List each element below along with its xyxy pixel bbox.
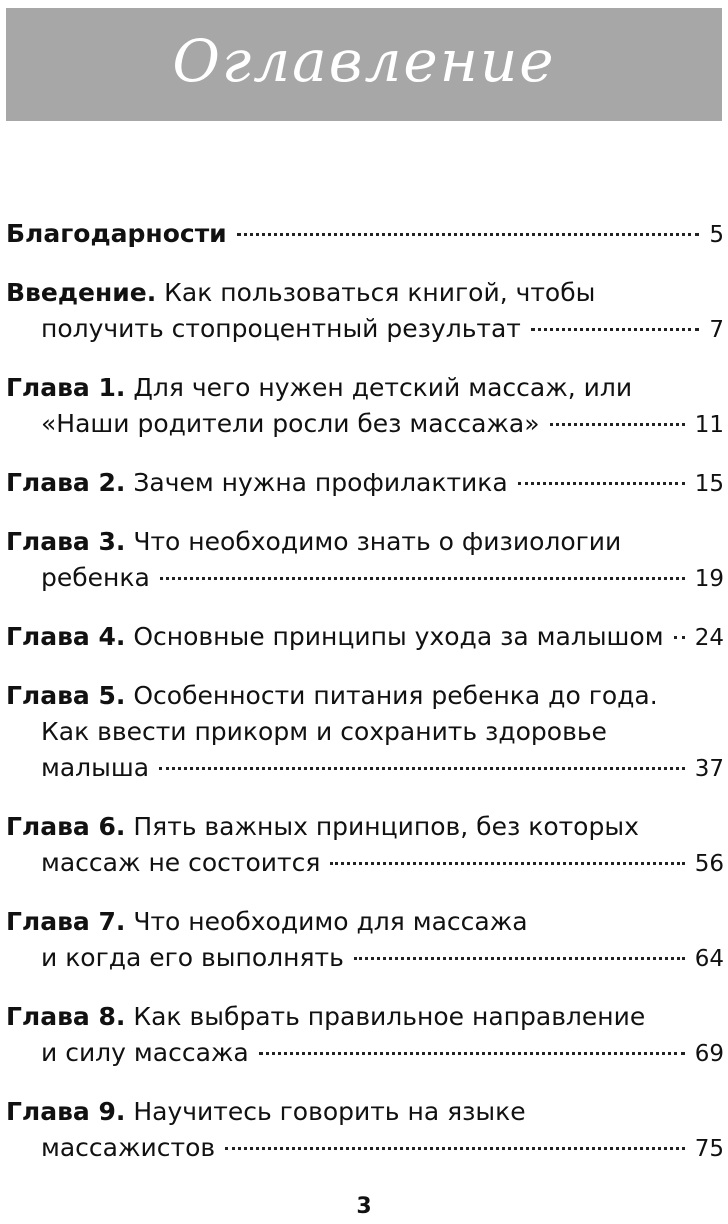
dot-leader <box>259 1052 685 1055</box>
dot-leader <box>518 482 685 485</box>
toc-entry-label: Глава 9. <box>6 1097 126 1126</box>
toc-entry-title-end: массаж не состоится <box>41 848 321 877</box>
toc-entry-page: 69 <box>694 1041 724 1067</box>
toc-entry-label: Благодарности <box>6 219 227 248</box>
toc-entry-label: Глава 5. <box>6 681 126 710</box>
toc-entry-title: Для чего нужен детский массаж, или <box>125 373 633 402</box>
toc-entry-page: 11 <box>694 412 724 438</box>
page-number: 3 <box>356 1194 372 1219</box>
toc-entry-chapter-5[interactable] <box>6 678 724 787</box>
toc-entry-label: Глава 6. <box>6 812 126 841</box>
dot-leader <box>160 577 685 580</box>
toc-entry-chapter-7[interactable] <box>6 904 724 977</box>
toc-entry-page: 56 <box>694 851 724 877</box>
toc-entry-title: Что необходимо для массажа <box>125 907 528 936</box>
dot-leader <box>531 328 699 331</box>
toc-entry-title-end: малыша <box>41 753 150 782</box>
toc-entry-title: Зачем нужна профилактика <box>125 468 508 497</box>
toc-entry-title-end: массажистов <box>41 1133 216 1162</box>
toc-entry-label: Глава 1. <box>6 373 126 402</box>
toc-entry-chapter-1[interactable] <box>6 370 724 443</box>
dot-leader <box>550 423 685 426</box>
toc-entry-label: Глава 8. <box>6 1002 126 1031</box>
toc-entry-title: Что необходимо знать о физиологии <box>125 527 622 556</box>
toc-entry-title: Пять важных принципов, без которых <box>125 812 639 841</box>
toc-entry-title: Особенности питания ребенка до года. <box>125 681 658 710</box>
toc-entry-acknowledgements[interactable] <box>6 216 724 253</box>
toc-entry-chapter-6[interactable] <box>6 809 724 882</box>
toc-title: Оглавление <box>172 26 556 95</box>
toc-entry-title: Как пользоваться книгой, чтобы <box>156 278 596 307</box>
toc-entry-title-end: ребенка <box>41 563 150 592</box>
toc-entry-page: 7 <box>709 317 724 343</box>
toc-entry-title: Научитесь говорить на языке <box>125 1097 526 1126</box>
toc-entry-title-cont: Как ввести прикорм и сохранить здоровье <box>41 717 607 746</box>
toc-entry-label: Глава 7. <box>6 907 126 936</box>
toc-entry-label: Глава 3. <box>6 527 126 556</box>
toc-entry-title-end: получить стопроцентный результат <box>41 314 521 343</box>
toc-entry-page: 5 <box>709 222 724 248</box>
toc-entry-page: 24 <box>694 625 724 651</box>
toc-entry-page: 37 <box>694 756 724 782</box>
toc-entry-introduction[interactable] <box>6 275 724 348</box>
toc-header-banner <box>6 8 722 121</box>
toc-entry-page: 64 <box>694 946 724 972</box>
toc-entry-chapter-9[interactable] <box>6 1094 724 1167</box>
dot-leader <box>225 1147 685 1150</box>
toc-entry-page: 19 <box>694 566 724 592</box>
table-of-contents <box>6 216 724 1189</box>
toc-entry-title: Основные принципы ухода за малышом <box>125 622 664 651</box>
toc-entry-title: Как выбрать правильное направление <box>125 1002 646 1031</box>
toc-entry-label: Введение. <box>6 278 157 307</box>
dot-leader <box>159 767 685 770</box>
toc-entry-title-end: и когда его выполнять <box>41 943 344 972</box>
toc-entry-title-end: и силу массажа <box>41 1038 249 1067</box>
toc-entry-chapter-3[interactable] <box>6 524 724 597</box>
dot-leader <box>354 957 685 960</box>
toc-entry-label: Глава 4. <box>6 622 126 651</box>
dot-leader <box>674 636 685 639</box>
toc-entry-page: 75 <box>694 1136 724 1162</box>
toc-entry-chapter-4[interactable] <box>6 619 724 656</box>
toc-entry-page: 15 <box>694 471 724 497</box>
toc-entry-chapter-8[interactable] <box>6 999 724 1072</box>
toc-entry-chapter-2[interactable] <box>6 465 724 502</box>
dot-leader <box>330 862 684 865</box>
toc-entry-label: Глава 2. <box>6 468 126 497</box>
dot-leader <box>237 233 700 236</box>
toc-entry-title-end: «Наши родители росли без массажа» <box>41 409 540 438</box>
